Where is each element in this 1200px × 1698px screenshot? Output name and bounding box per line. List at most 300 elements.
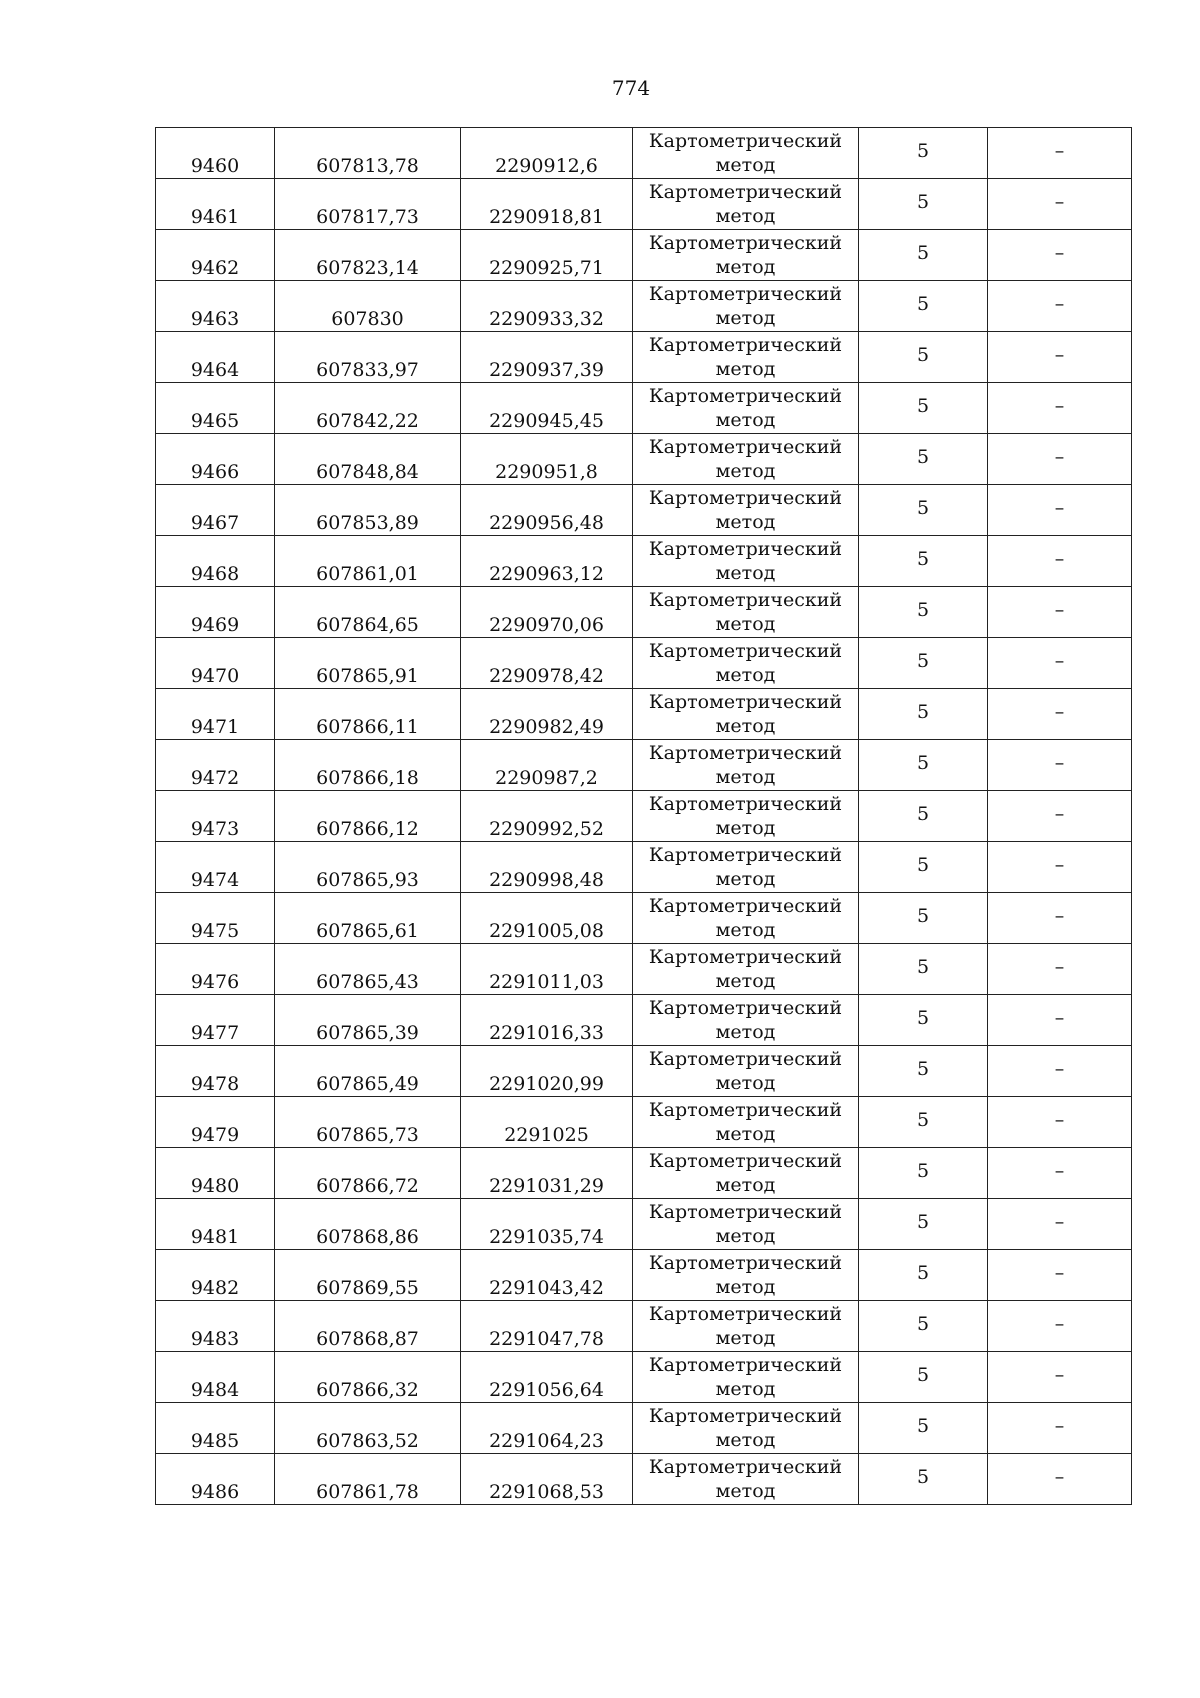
- point-number-cell: [156, 485, 275, 536]
- y-coordinate-text: 2291043,42: [489, 1277, 604, 1299]
- method-cell: [633, 689, 859, 740]
- y-coordinate-text: 2291011,03: [489, 971, 604, 993]
- y-coordinate-cell: [461, 1352, 633, 1403]
- x-coordinate-cell: [275, 791, 461, 842]
- method-cell: [633, 638, 859, 689]
- x-coordinate-cell: [275, 587, 461, 638]
- y-coordinate-cell: [461, 740, 633, 791]
- table-row: [156, 1301, 1132, 1352]
- method-line-2: метод: [715, 154, 776, 176]
- note-cell: –: [988, 1097, 1132, 1148]
- method-line-1: Картометрический: [648, 283, 843, 305]
- accuracy-cell: 5: [859, 1352, 988, 1403]
- method-cell: [633, 944, 859, 995]
- note-cell: –: [988, 893, 1132, 944]
- method-cell: [633, 1199, 859, 1250]
- accuracy-cell: 5: [859, 791, 988, 842]
- x-coordinate-text: 607863,52: [316, 1430, 419, 1452]
- y-coordinate-text: 2291068,53: [489, 1481, 604, 1503]
- method-cell: [633, 1046, 859, 1097]
- point-number-cell: [156, 944, 275, 995]
- x-coordinate-text: 607861,01: [316, 563, 419, 585]
- method-line-1: Картометрический: [648, 1303, 843, 1325]
- point-number-cell: [156, 638, 275, 689]
- method-cell: [633, 1403, 859, 1454]
- x-coordinate-cell: [275, 1454, 461, 1505]
- x-coordinate-text: 607848,84: [316, 461, 419, 483]
- x-coordinate-cell: [275, 1301, 461, 1352]
- point-number-cell: [156, 1454, 275, 1505]
- point-number-text: 9481: [190, 1226, 240, 1248]
- method-cell: [633, 1250, 859, 1301]
- method-cell: [633, 740, 859, 791]
- method-line-1: Картометрический: [648, 589, 843, 611]
- table-row: [156, 638, 1132, 689]
- y-coordinate-text: 2291025: [504, 1124, 589, 1146]
- y-coordinate-cell: [461, 689, 633, 740]
- accuracy-cell: 5: [859, 1454, 988, 1505]
- method-line-1: Картометрический: [648, 895, 843, 917]
- y-coordinate-text: 2291020,99: [489, 1073, 604, 1095]
- point-number-text: 9473: [190, 818, 240, 840]
- y-coordinate-cell: [461, 995, 633, 1046]
- method-line-1: Картометрический: [648, 334, 843, 356]
- table-row: [156, 434, 1132, 485]
- method-line-1: Картометрический: [648, 1099, 843, 1121]
- point-number-cell: [156, 536, 275, 587]
- point-number-text: 9482: [190, 1277, 240, 1299]
- method-cell: [633, 1148, 859, 1199]
- accuracy-cell: 5: [859, 179, 988, 230]
- method-line-1: Картометрический: [648, 1201, 843, 1223]
- method-line-2: метод: [715, 1276, 776, 1298]
- method-cell: [633, 383, 859, 434]
- method-line-1: Картометрический: [648, 436, 843, 458]
- method-line-1: Картометрический: [648, 1150, 843, 1172]
- y-coordinate-cell: [461, 332, 633, 383]
- point-number-cell: [156, 689, 275, 740]
- x-coordinate-cell: [275, 740, 461, 791]
- y-coordinate-text: 2290963,12: [489, 563, 604, 585]
- method-cell: [633, 893, 859, 944]
- y-coordinate-text: 2290925,71: [489, 257, 604, 279]
- point-number-cell: [156, 740, 275, 791]
- point-number-text: 9469: [190, 614, 240, 636]
- y-coordinate-cell: [461, 1046, 633, 1097]
- point-number-text: 9460: [190, 155, 240, 177]
- accuracy-cell: 5: [859, 587, 988, 638]
- x-coordinate-text: 607833,97: [316, 359, 419, 381]
- y-coordinate-text: 2291005,08: [489, 920, 604, 942]
- table-row: [156, 1454, 1132, 1505]
- point-number-cell: [156, 281, 275, 332]
- note-cell: –: [988, 128, 1132, 179]
- point-number-cell: [156, 1148, 275, 1199]
- accuracy-cell: 5: [859, 281, 988, 332]
- method-line-2: метод: [715, 715, 776, 737]
- note-cell: –: [988, 1454, 1132, 1505]
- method-line-2: метод: [715, 766, 776, 788]
- method-cell: [633, 1352, 859, 1403]
- x-coordinate-text: 607853,89: [316, 512, 419, 534]
- note-cell: –: [988, 1148, 1132, 1199]
- y-coordinate-text: 2291016,33: [489, 1022, 604, 1044]
- x-coordinate-cell: [275, 230, 461, 281]
- note-cell: –: [988, 332, 1132, 383]
- accuracy-cell: 5: [859, 1250, 988, 1301]
- point-number-text: 9461: [190, 206, 240, 228]
- x-coordinate-cell: [275, 128, 461, 179]
- x-coordinate-cell: [275, 536, 461, 587]
- point-number-text: 9483: [190, 1328, 240, 1350]
- table-row: [156, 1199, 1132, 1250]
- method-line-2: метод: [715, 1480, 776, 1502]
- accuracy-cell: 5: [859, 1403, 988, 1454]
- note-cell: –: [988, 1250, 1132, 1301]
- method-line-2: метод: [715, 256, 776, 278]
- x-coordinate-cell: [275, 1352, 461, 1403]
- accuracy-cell: 5: [859, 995, 988, 1046]
- method-line-2: метод: [715, 1429, 776, 1451]
- point-number-text: 9486: [190, 1481, 240, 1503]
- y-coordinate-cell: [461, 536, 633, 587]
- x-coordinate-text: 607868,87: [316, 1328, 419, 1350]
- y-coordinate-cell: [461, 281, 633, 332]
- note-cell: –: [988, 689, 1132, 740]
- point-number-cell: [156, 1301, 275, 1352]
- point-number-text: 9464: [190, 359, 240, 381]
- y-coordinate-text: 2290912,6: [495, 155, 598, 177]
- note-cell: –: [988, 383, 1132, 434]
- note-cell: –: [988, 536, 1132, 587]
- page-number: 774: [611, 76, 651, 100]
- x-coordinate-cell: [275, 485, 461, 536]
- point-number-text: 9466: [190, 461, 240, 483]
- x-coordinate-cell: [275, 434, 461, 485]
- note-cell: –: [988, 281, 1132, 332]
- accuracy-cell: 5: [859, 332, 988, 383]
- x-coordinate-text: 607869,55: [316, 1277, 419, 1299]
- y-coordinate-text: 2290951,8: [495, 461, 598, 483]
- method-line-2: метод: [715, 1225, 776, 1247]
- x-coordinate-text: 607865,43: [316, 971, 419, 993]
- method-line-2: метод: [715, 817, 776, 839]
- method-line-1: Картометрический: [648, 385, 843, 407]
- method-line-2: метод: [715, 868, 776, 890]
- x-coordinate-cell: [275, 1046, 461, 1097]
- method-cell: [633, 1301, 859, 1352]
- x-coordinate-cell: [275, 1250, 461, 1301]
- y-coordinate-cell: [461, 1250, 633, 1301]
- table-row: [156, 383, 1132, 434]
- table-row: [156, 791, 1132, 842]
- point-number-text: 9472: [190, 767, 240, 789]
- point-number-text: 9485: [190, 1430, 240, 1452]
- y-coordinate-text: 2291064,23: [489, 1430, 604, 1452]
- point-number-text: 9465: [190, 410, 240, 432]
- accuracy-cell: 5: [859, 128, 988, 179]
- x-coordinate-text: 607864,65: [316, 614, 419, 636]
- note-cell: –: [988, 842, 1132, 893]
- x-coordinate-text: 607865,39: [316, 1022, 419, 1044]
- table-row: [156, 281, 1132, 332]
- note-cell: –: [988, 1301, 1132, 1352]
- table-row: [156, 842, 1132, 893]
- y-coordinate-cell: [461, 1454, 633, 1505]
- y-coordinate-cell: [461, 1403, 633, 1454]
- y-coordinate-cell: [461, 485, 633, 536]
- x-coordinate-cell: [275, 383, 461, 434]
- point-number-text: 9470: [190, 665, 240, 687]
- method-line-1: Картометрический: [648, 1252, 843, 1274]
- point-number-text: 9476: [190, 971, 240, 993]
- accuracy-cell: 5: [859, 842, 988, 893]
- x-coordinate-cell: [275, 179, 461, 230]
- point-number-cell: [156, 791, 275, 842]
- y-coordinate-text: 2291047,78: [489, 1328, 604, 1350]
- method-cell: [633, 434, 859, 485]
- y-coordinate-cell: [461, 1148, 633, 1199]
- point-number-text: 9484: [190, 1379, 240, 1401]
- point-number-cell: [156, 1352, 275, 1403]
- x-coordinate-cell: [275, 689, 461, 740]
- y-coordinate-cell: [461, 944, 633, 995]
- y-coordinate-text: 2290918,81: [489, 206, 604, 228]
- point-number-cell: [156, 332, 275, 383]
- x-coordinate-text: 607865,73: [316, 1124, 419, 1146]
- method-line-1: Картометрический: [648, 691, 843, 713]
- method-cell: [633, 230, 859, 281]
- method-line-1: Картометрический: [648, 1405, 843, 1427]
- table-row: [156, 485, 1132, 536]
- table-row: [156, 995, 1132, 1046]
- method-line-1: Картометрический: [648, 181, 843, 203]
- x-coordinate-text: 607813,78: [316, 155, 419, 177]
- point-number-cell: [156, 587, 275, 638]
- note-cell: –: [988, 179, 1132, 230]
- accuracy-cell: 5: [859, 944, 988, 995]
- note-cell: –: [988, 995, 1132, 1046]
- table-row: [156, 587, 1132, 638]
- point-number-cell: [156, 995, 275, 1046]
- x-coordinate-text: 607830: [331, 308, 404, 330]
- x-coordinate-text: 607865,93: [316, 869, 419, 891]
- accuracy-cell: 5: [859, 1301, 988, 1352]
- y-coordinate-cell: [461, 842, 633, 893]
- accuracy-cell: 5: [859, 1148, 988, 1199]
- x-coordinate-cell: [275, 332, 461, 383]
- y-coordinate-text: 2291056,64: [489, 1379, 604, 1401]
- method-line-1: Картометрический: [648, 232, 843, 254]
- point-number-cell: [156, 1046, 275, 1097]
- method-line-2: метод: [715, 1378, 776, 1400]
- method-line-2: метод: [715, 1174, 776, 1196]
- point-number-text: 9475: [190, 920, 240, 942]
- method-line-2: метод: [715, 1123, 776, 1145]
- point-number-cell: [156, 1199, 275, 1250]
- table-row: [156, 1046, 1132, 1097]
- note-cell: –: [988, 434, 1132, 485]
- coordinates-table: [155, 127, 1132, 1505]
- point-number-cell: [156, 230, 275, 281]
- table-row: [156, 1403, 1132, 1454]
- method-cell: [633, 791, 859, 842]
- method-line-1: Картометрический: [648, 487, 843, 509]
- accuracy-cell: 5: [859, 1097, 988, 1148]
- method-cell: [633, 485, 859, 536]
- y-coordinate-text: 2290982,49: [489, 716, 604, 738]
- coordinates-table-body: [156, 128, 1132, 1505]
- x-coordinate-cell: [275, 944, 461, 995]
- table-row: [156, 1097, 1132, 1148]
- method-cell: [633, 1454, 859, 1505]
- x-coordinate-cell: [275, 1403, 461, 1454]
- point-number-cell: [156, 1403, 275, 1454]
- note-cell: –: [988, 1199, 1132, 1250]
- y-coordinate-text: 2290956,48: [489, 512, 604, 534]
- y-coordinate-cell: [461, 179, 633, 230]
- point-number-text: 9479: [190, 1124, 240, 1146]
- y-coordinate-text: 2290945,45: [489, 410, 604, 432]
- method-cell: [633, 179, 859, 230]
- point-number-text: 9462: [190, 257, 240, 279]
- method-cell: [633, 332, 859, 383]
- method-line-1: Картометрический: [648, 793, 843, 815]
- accuracy-cell: 5: [859, 740, 988, 791]
- y-coordinate-cell: [461, 230, 633, 281]
- note-cell: –: [988, 638, 1132, 689]
- note-cell: –: [988, 1403, 1132, 1454]
- point-number-text: 9474: [190, 869, 240, 891]
- method-line-2: метод: [715, 511, 776, 533]
- x-coordinate-cell: [275, 1097, 461, 1148]
- note-cell: –: [988, 587, 1132, 638]
- y-coordinate-cell: [461, 1199, 633, 1250]
- note-cell: –: [988, 791, 1132, 842]
- table-row: [156, 1148, 1132, 1199]
- y-coordinate-cell: [461, 434, 633, 485]
- note-cell: –: [988, 485, 1132, 536]
- method-line-1: Картометрический: [648, 1354, 843, 1376]
- x-coordinate-cell: [275, 1199, 461, 1250]
- accuracy-cell: 5: [859, 383, 988, 434]
- y-coordinate-cell: [461, 128, 633, 179]
- note-cell: –: [988, 1046, 1132, 1097]
- x-coordinate-cell: [275, 638, 461, 689]
- accuracy-cell: 5: [859, 893, 988, 944]
- y-coordinate-text: 2290970,06: [489, 614, 604, 636]
- y-coordinate-cell: [461, 383, 633, 434]
- method-cell: [633, 536, 859, 587]
- point-number-text: 9463: [190, 308, 240, 330]
- method-line-1: Картометрический: [648, 640, 843, 662]
- x-coordinate-text: 607866,11: [316, 716, 419, 738]
- accuracy-cell: 5: [859, 536, 988, 587]
- x-coordinate-text: 607817,73: [316, 206, 419, 228]
- table-row: [156, 128, 1132, 179]
- point-number-cell: [156, 893, 275, 944]
- x-coordinate-text: 607866,72: [316, 1175, 419, 1197]
- point-number-cell: [156, 1097, 275, 1148]
- table-row: [156, 179, 1132, 230]
- point-number-text: 9471: [190, 716, 240, 738]
- table-row: [156, 689, 1132, 740]
- method-line-2: метод: [715, 358, 776, 380]
- method-cell: [633, 842, 859, 893]
- table-row: [156, 740, 1132, 791]
- note-cell: –: [988, 1352, 1132, 1403]
- table-row: [156, 230, 1132, 281]
- x-coordinate-text: 607842,22: [316, 410, 419, 432]
- point-number-cell: [156, 1250, 275, 1301]
- y-coordinate-text: 2291031,29: [489, 1175, 604, 1197]
- method-line-2: метод: [715, 562, 776, 584]
- method-cell: [633, 128, 859, 179]
- point-number-cell: [156, 434, 275, 485]
- y-coordinate-text: 2291035,74: [489, 1226, 604, 1248]
- point-number-text: 9480: [190, 1175, 240, 1197]
- method-line-1: Картометрический: [648, 538, 843, 560]
- x-coordinate-cell: [275, 893, 461, 944]
- y-coordinate-text: 2290937,39: [489, 359, 604, 381]
- y-coordinate-cell: [461, 1097, 633, 1148]
- method-line-2: метод: [715, 307, 776, 329]
- x-coordinate-text: 607865,49: [316, 1073, 419, 1095]
- accuracy-cell: 5: [859, 1046, 988, 1097]
- accuracy-cell: 5: [859, 689, 988, 740]
- table-row: [156, 1250, 1132, 1301]
- point-number-text: 9468: [190, 563, 240, 585]
- method-line-1: Картометрический: [648, 130, 843, 152]
- accuracy-cell: 5: [859, 638, 988, 689]
- x-coordinate-text: 607823,14: [316, 257, 419, 279]
- x-coordinate-text: 607868,86: [316, 1226, 419, 1248]
- x-coordinate-cell: [275, 842, 461, 893]
- method-cell: [633, 587, 859, 638]
- x-coordinate-text: 607866,32: [316, 1379, 419, 1401]
- method-line-2: метод: [715, 613, 776, 635]
- method-line-2: метод: [715, 205, 776, 227]
- y-coordinate-cell: [461, 1301, 633, 1352]
- point-number-cell: [156, 179, 275, 230]
- table-row: [156, 893, 1132, 944]
- note-cell: –: [988, 740, 1132, 791]
- x-coordinate-cell: [275, 281, 461, 332]
- x-coordinate-text: 607865,61: [316, 920, 419, 942]
- method-line-2: метод: [715, 664, 776, 686]
- point-number-text: 9477: [190, 1022, 240, 1044]
- method-line-1: Картометрический: [648, 844, 843, 866]
- method-line-1: Картометрический: [648, 742, 843, 764]
- x-coordinate-cell: [275, 995, 461, 1046]
- method-line-2: метод: [715, 409, 776, 431]
- y-coordinate-cell: [461, 791, 633, 842]
- method-line-1: Картометрический: [648, 997, 843, 1019]
- x-coordinate-text: 607861,78: [316, 1481, 419, 1503]
- y-coordinate-cell: [461, 893, 633, 944]
- x-coordinate-text: 607865,91: [316, 665, 419, 687]
- x-coordinate-text: 607866,12: [316, 818, 419, 840]
- method-line-2: метод: [715, 460, 776, 482]
- table-row: [156, 944, 1132, 995]
- point-number-text: 9478: [190, 1073, 240, 1095]
- method-line-1: Картометрический: [648, 1456, 843, 1478]
- point-number-cell: [156, 842, 275, 893]
- accuracy-cell: 5: [859, 434, 988, 485]
- accuracy-cell: 5: [859, 230, 988, 281]
- note-cell: –: [988, 230, 1132, 281]
- method-cell: [633, 281, 859, 332]
